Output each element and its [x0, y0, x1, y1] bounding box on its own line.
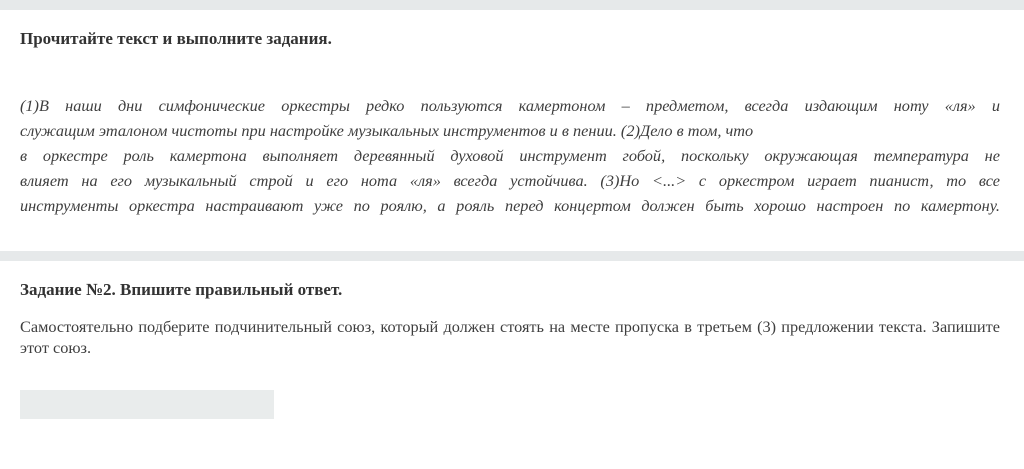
passage-line: инструменты оркестра настраивают уже по роялю, а рояль перед концертом должен быть хорошо настроен по камертону. [20, 196, 1000, 215]
section-gap [0, 236, 1024, 251]
passage-line: влияет на его музыкальный строй и его нота «ля» всегда устойчива. (3)Но <...> с оркестром играет пианист, то все [20, 171, 1000, 190]
reading-passage [20, 93, 1000, 218]
task-instructions: Самостоятельно подберите подчинительный союз, который должен стоять на месте пропуска в третьем (3) предложении текста. Запишите этот союз. [20, 317, 1000, 357]
passage-line: в оркестре роль камертона выполняет деревянный духовой инструмент гобой, поскольку окружающая температура не [20, 146, 1000, 165]
reading-title: Прочитайте текст и выполните задания. [20, 29, 332, 48]
top-divider [0, 0, 1024, 10]
task-title: Задание №2. Впишите правильный ответ. [20, 280, 343, 299]
reading-section [0, 10, 1024, 236]
section-divider [0, 251, 1024, 261]
passage-line: (1)В наши дни симфонические оркестры редко пользуются камертоном – предметом, всегда издающим ноту «ля» и [20, 96, 1000, 115]
answer-input[interactable] [20, 390, 274, 419]
task-section [0, 261, 1024, 419]
passage-line: служащим эталоном чистоты при настройке музыкальных инструментов и в пении. (2)Дело в том, что [20, 121, 754, 140]
